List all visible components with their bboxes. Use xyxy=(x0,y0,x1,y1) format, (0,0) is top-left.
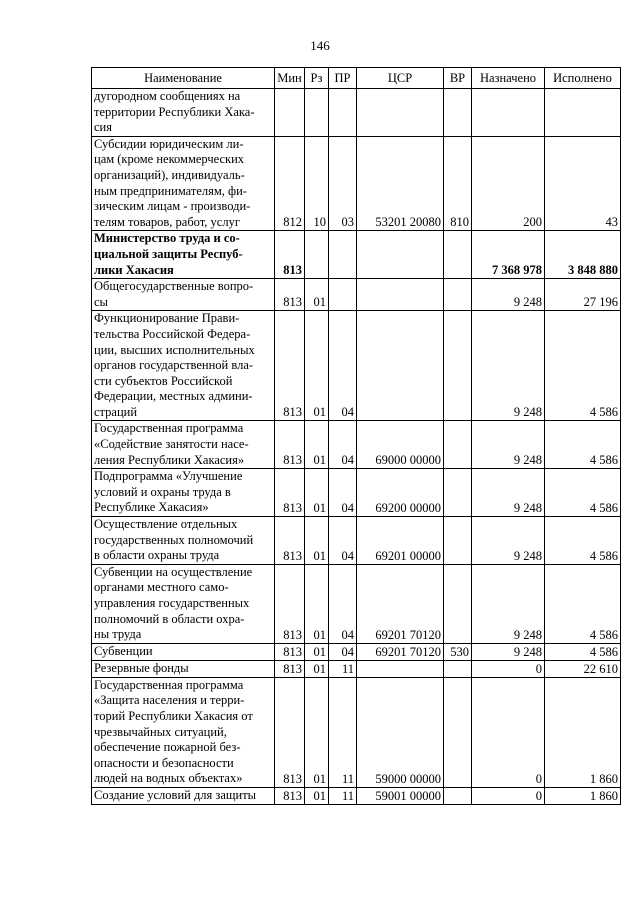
table-row xyxy=(92,89,621,137)
row-assigned: 9 248 xyxy=(472,564,545,643)
row-min: 813 xyxy=(275,421,305,469)
table-row xyxy=(92,231,621,279)
row-assigned: 9 248 xyxy=(472,311,545,421)
row-assigned: 9 248 xyxy=(472,517,545,565)
row-assigned: 9 248 xyxy=(472,279,545,311)
header-min: Мин xyxy=(275,68,305,89)
row-vr xyxy=(444,89,472,137)
page-number: 146 xyxy=(310,38,330,53)
row-executed: 3 848 880 xyxy=(545,231,621,279)
row-executed: 4 586 xyxy=(545,469,621,517)
header-row xyxy=(92,68,621,89)
row-csr xyxy=(357,89,444,137)
row-rz: 01 xyxy=(305,279,329,311)
row-rz xyxy=(305,89,329,137)
row-name: Общегосударственные вопро- сы xyxy=(92,279,275,311)
row-min: 813 xyxy=(275,231,305,279)
table-row xyxy=(92,660,621,677)
row-rz: 01 xyxy=(305,469,329,517)
row-executed: 1 860 xyxy=(545,787,621,804)
row-pr: 03 xyxy=(329,136,357,231)
row-pr: 11 xyxy=(329,660,357,677)
row-executed: 4 586 xyxy=(545,517,621,565)
row-pr: 04 xyxy=(329,469,357,517)
row-name: Функционирование Прави- тельства Российской Федера- ции, высших исполнительных органов государственной вла- сти субъектов Российской Федерации, местных админи- страций xyxy=(92,311,275,421)
header-pr: ПР xyxy=(329,68,357,89)
row-csr: 69201 00000 xyxy=(357,517,444,565)
row-assigned: 9 248 xyxy=(472,421,545,469)
row-csr: 69000 00000 xyxy=(357,421,444,469)
row-pr: 04 xyxy=(329,421,357,469)
row-assigned: 200 xyxy=(472,136,545,231)
row-vr xyxy=(444,677,472,787)
row-min: 813 xyxy=(275,517,305,565)
row-assigned: 7 368 978 xyxy=(472,231,545,279)
header-rz: Рз xyxy=(305,68,329,89)
row-name: Осуществление отдельных государственных полномочий в области охраны труда xyxy=(92,517,275,565)
row-assigned: 0 xyxy=(472,787,545,804)
row-assigned: 9 248 xyxy=(472,643,545,660)
row-pr xyxy=(329,231,357,279)
row-rz xyxy=(305,231,329,279)
row-csr: 69201 70120 xyxy=(357,643,444,660)
row-csr: 59000 00000 xyxy=(357,677,444,787)
header-vr: ВР xyxy=(444,68,472,89)
table-row xyxy=(92,136,621,231)
row-csr xyxy=(357,231,444,279)
row-pr xyxy=(329,279,357,311)
row-min: 813 xyxy=(275,311,305,421)
row-csr xyxy=(357,311,444,421)
row-executed: 1 860 xyxy=(545,677,621,787)
row-pr: 11 xyxy=(329,677,357,787)
row-rz: 10 xyxy=(305,136,329,231)
row-min: 813 xyxy=(275,660,305,677)
row-vr xyxy=(444,660,472,677)
row-executed: 22 610 xyxy=(545,660,621,677)
row-assigned: 0 xyxy=(472,677,545,787)
row-pr xyxy=(329,89,357,137)
row-name: Резервные фонды xyxy=(92,660,275,677)
table-row xyxy=(92,469,621,517)
row-assigned: 0 xyxy=(472,660,545,677)
row-vr xyxy=(444,311,472,421)
row-rz: 01 xyxy=(305,517,329,565)
row-min: 813 xyxy=(275,469,305,517)
row-executed xyxy=(545,89,621,137)
row-csr: 59001 00000 xyxy=(357,787,444,804)
row-vr: 530 xyxy=(444,643,472,660)
table-row xyxy=(92,677,621,787)
table-row xyxy=(92,643,621,660)
row-name: Государственная программа «Защита населения и терри- торий Республики Хакасия от чрезвычайных ситуаций, обеспечение пожарной без- опасности и безопасности людей на водных объектах» xyxy=(92,677,275,787)
row-min: 813 xyxy=(275,677,305,787)
row-executed: 4 586 xyxy=(545,643,621,660)
row-executed: 27 196 xyxy=(545,279,621,311)
row-vr xyxy=(444,279,472,311)
row-assigned xyxy=(472,89,545,137)
row-csr xyxy=(357,660,444,677)
table-row xyxy=(92,311,621,421)
row-vr xyxy=(444,421,472,469)
header-name: Наименование xyxy=(92,68,275,89)
row-executed: 4 586 xyxy=(545,311,621,421)
row-pr: 04 xyxy=(329,564,357,643)
row-name: Субвенции xyxy=(92,643,275,660)
row-assigned: 9 248 xyxy=(472,469,545,517)
row-rz: 01 xyxy=(305,421,329,469)
row-vr xyxy=(444,469,472,517)
row-csr: 69201 70120 xyxy=(357,564,444,643)
row-min: 813 xyxy=(275,279,305,311)
row-name: дугородном сообщениях на территории Республики Хака- сия xyxy=(92,89,275,137)
row-executed: 4 586 xyxy=(545,564,621,643)
row-name: Субвенции на осуществление органами местного само- управления государственных полномочий в области охра- ны труда xyxy=(92,564,275,643)
header-assigned: Назначено xyxy=(472,68,545,89)
row-rz: 01 xyxy=(305,564,329,643)
row-min xyxy=(275,89,305,137)
row-pr: 11 xyxy=(329,787,357,804)
row-name: Субсидии юридическим ли- цам (кроме некоммерческих организаций), индивидуаль- ным предпринимателям, фи- зическим лицам - производи- телям товаров, работ, услуг xyxy=(92,136,275,231)
row-csr: 69200 00000 xyxy=(357,469,444,517)
row-min: 813 xyxy=(275,787,305,804)
row-vr xyxy=(444,787,472,804)
row-min: 813 xyxy=(275,643,305,660)
row-vr: 810 xyxy=(444,136,472,231)
header-executed: Исполнено xyxy=(545,68,621,89)
table-row xyxy=(92,787,621,804)
row-csr: 53201 20080 xyxy=(357,136,444,231)
table-row xyxy=(92,421,621,469)
row-pr: 04 xyxy=(329,643,357,660)
row-name: Создание условий для защиты xyxy=(92,787,275,804)
row-executed: 43 xyxy=(545,136,621,231)
row-name: Министерство труда и со- циальной защиты Респуб- лики Хакасия xyxy=(92,231,275,279)
row-rz: 01 xyxy=(305,643,329,660)
row-name: Подпрограмма «Улучшение условий и охраны труда в Республике Хакасия» xyxy=(92,469,275,517)
budget-table xyxy=(91,67,621,805)
row-pr: 04 xyxy=(329,311,357,421)
row-vr xyxy=(444,564,472,643)
row-min: 812 xyxy=(275,136,305,231)
row-rz: 01 xyxy=(305,787,329,804)
row-executed: 4 586 xyxy=(545,421,621,469)
table-row xyxy=(92,279,621,311)
row-min: 813 xyxy=(275,564,305,643)
row-rz: 01 xyxy=(305,660,329,677)
row-vr xyxy=(444,517,472,565)
table-row xyxy=(92,517,621,565)
row-rz: 01 xyxy=(305,677,329,787)
row-vr xyxy=(444,231,472,279)
row-rz: 01 xyxy=(305,311,329,421)
table-row xyxy=(92,564,621,643)
header-csr: ЦСР xyxy=(357,68,444,89)
row-csr xyxy=(357,279,444,311)
row-pr: 04 xyxy=(329,517,357,565)
row-name: Государственная программа «Содействие занятости насе- ления Республики Хакасия» xyxy=(92,421,275,469)
